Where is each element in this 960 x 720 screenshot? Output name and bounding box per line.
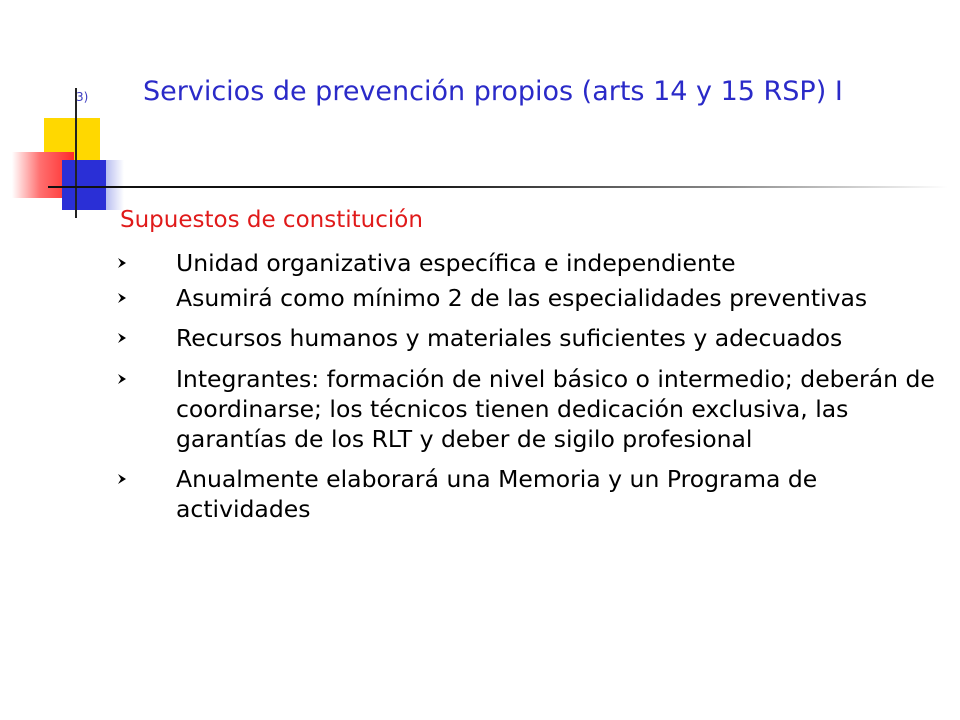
list-item-text: Asumirá como mínimo 2 de las especialidades preventivas [176, 284, 868, 312]
arrow-bullet-icon [116, 372, 130, 386]
list-item [116, 464, 936, 524]
list-item-text: Unidad organizativa específica e independiente [176, 249, 736, 277]
list-item-text: Anualmente elaborará una Memoria y un Programa de actividades [176, 465, 818, 523]
arrow-bullet-icon [116, 331, 130, 345]
arrow-bullet-icon [116, 291, 130, 305]
slide-title: Servicios de prevención propios (arts 14 y 15 RSP) I [143, 76, 843, 107]
list-item [116, 364, 936, 454]
list-item-text: Integrantes: formación de nivel básico o intermedio; deberán de coordinarse; los técnicos tienen dedicación exclusiva, las garantías de los RLT y deber de sigilo profesional [176, 365, 935, 453]
list-item [116, 248, 936, 278]
corner-decoration [0, 0, 960, 230]
slide-number: 3) [76, 90, 89, 104]
blue-square [62, 160, 106, 210]
vertical-rule [75, 88, 77, 218]
arrow-bullet-icon [116, 256, 130, 270]
arrow-bullet-icon [116, 472, 130, 486]
list-item [116, 323, 936, 353]
list-item-text: Recursos humanos y materiales suficientes y adecuados [176, 324, 843, 352]
blue-fade [106, 160, 124, 210]
horizontal-rule [48, 186, 948, 188]
subheading: Supuestos de constitución [120, 207, 423, 233]
bullet-list [116, 248, 936, 533]
list-item [116, 283, 936, 313]
